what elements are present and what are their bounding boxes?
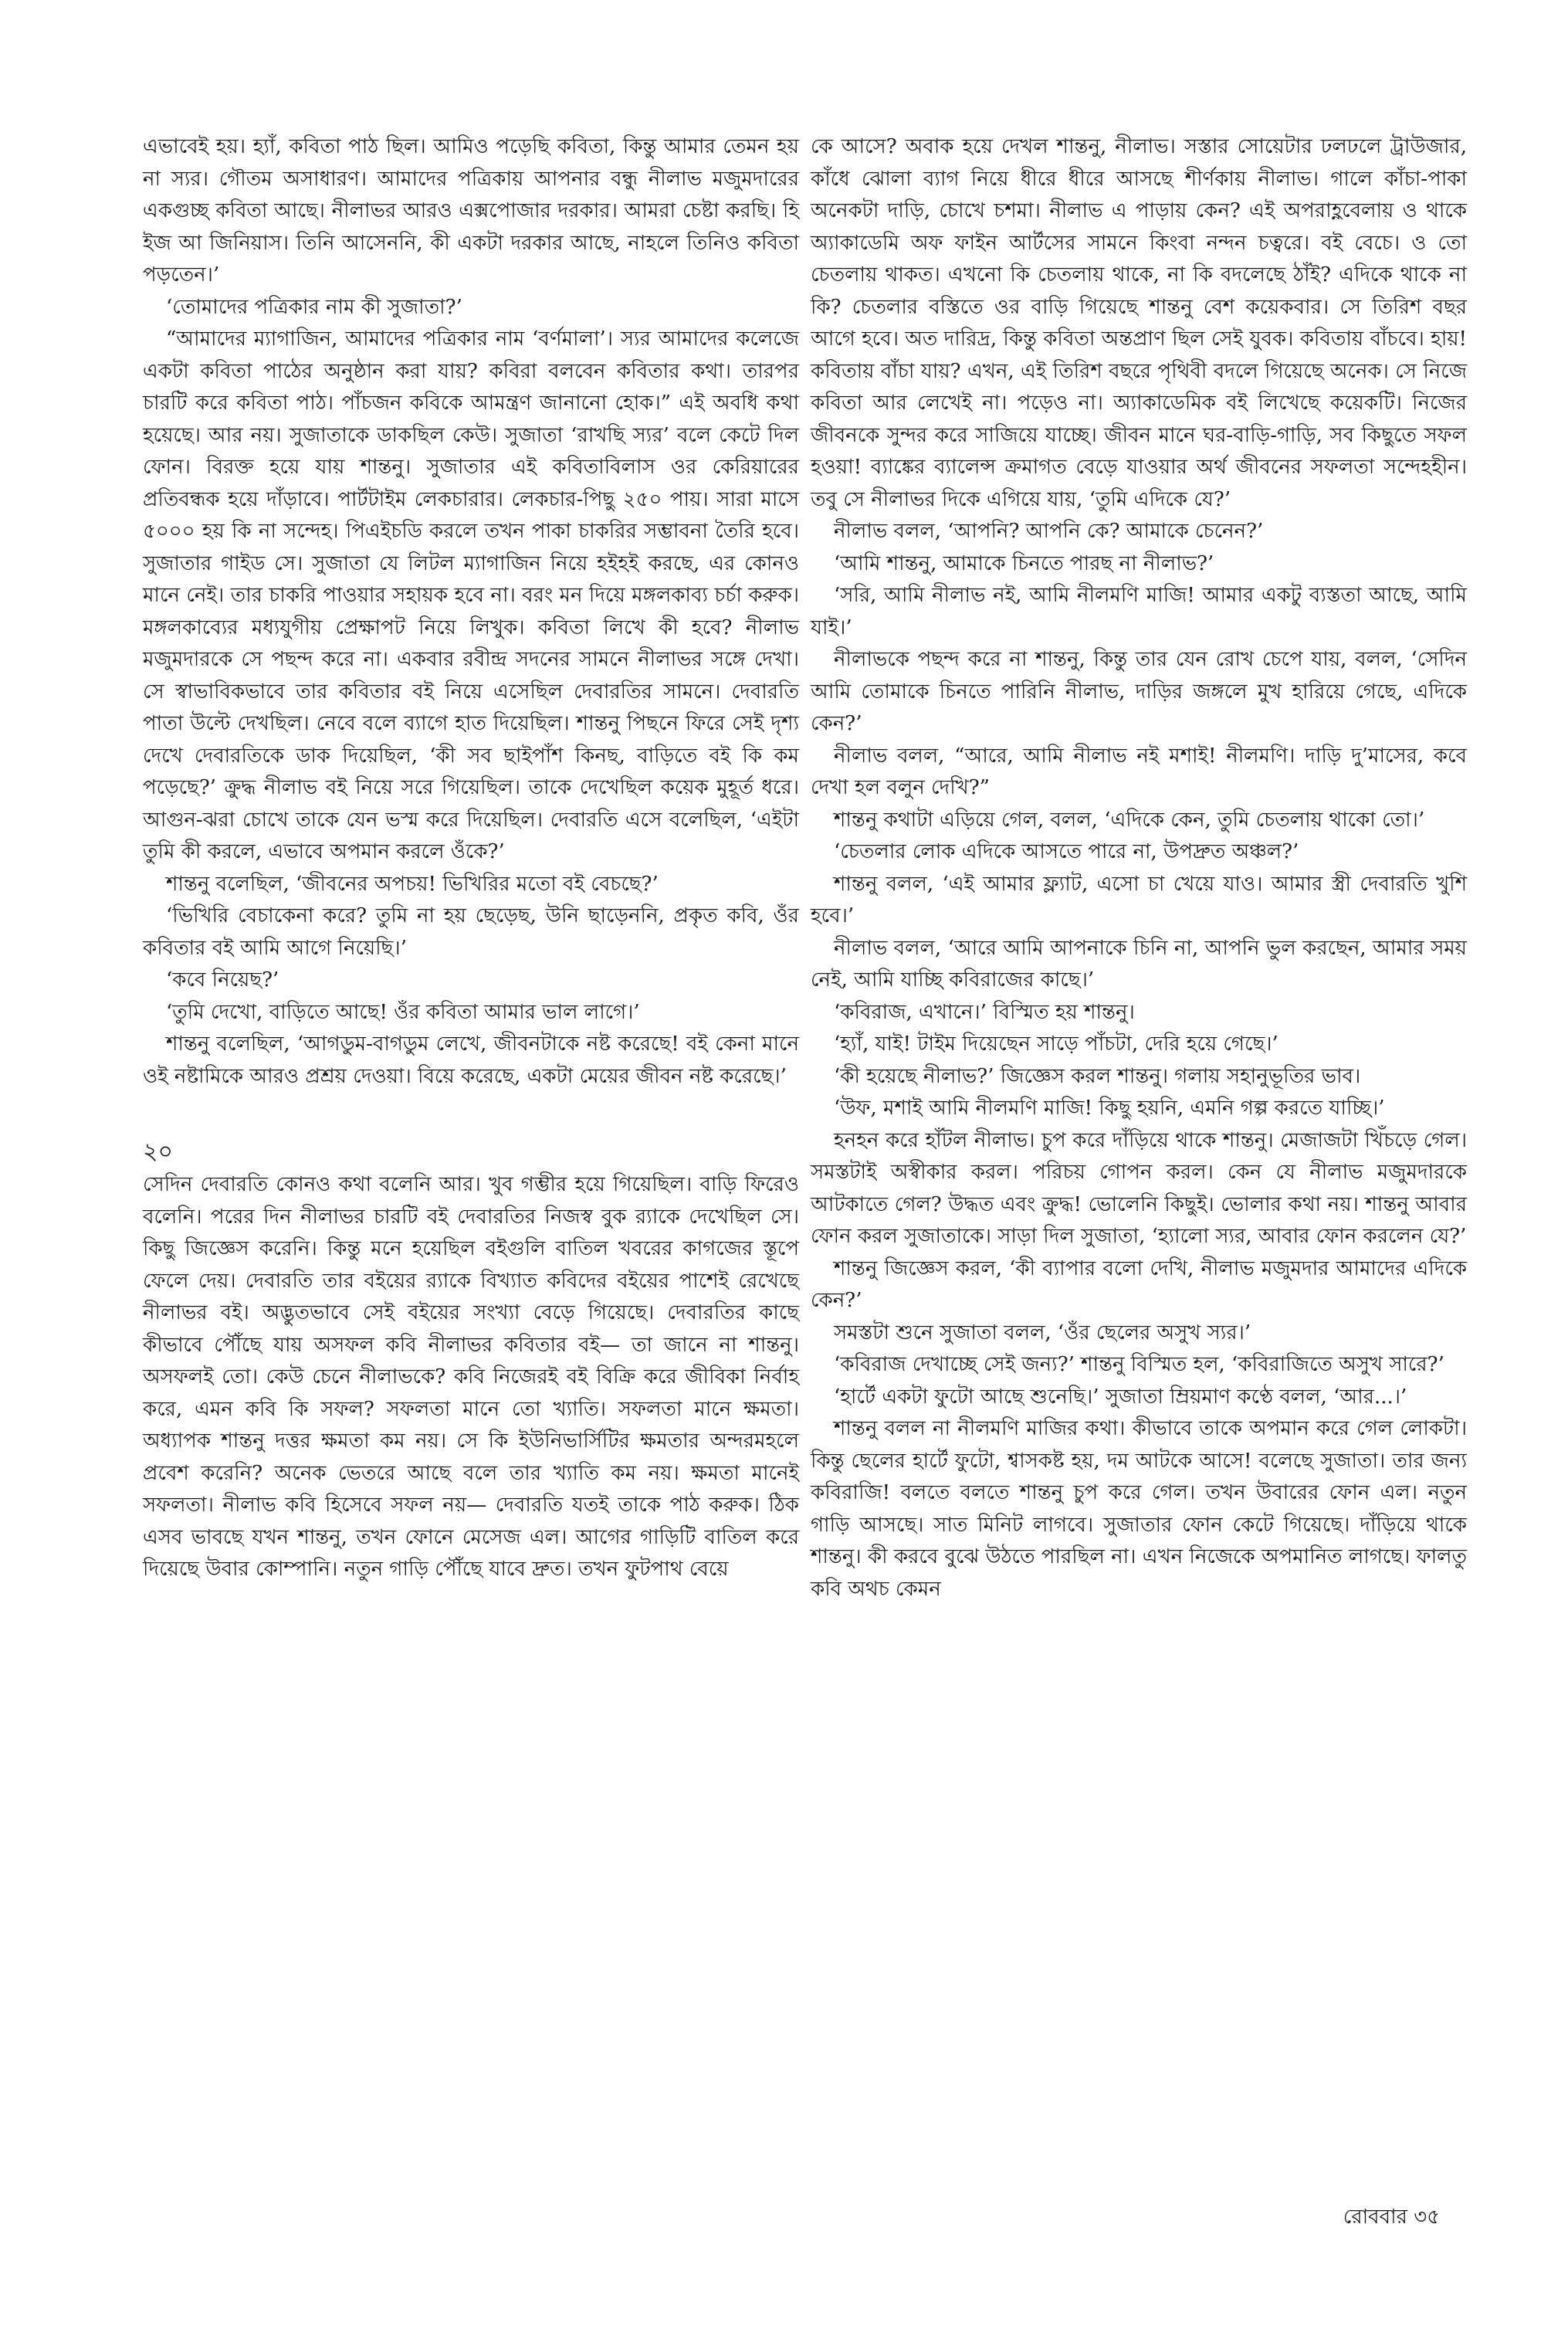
paragraph: ‘চেতলার লোক এদিকে আসতে পারে না, উপদ্রুত অঞ্চল?’ (834, 840, 1299, 863)
paragraph: নীলাভ বলল, ‘আরে আমি আপনাকে চিনি না, আপনি ভুল করছেন, আমার সময় নেই, আমি যাচ্ছি কবিরাজের কাছে।’ (811, 936, 1467, 992)
left-paragraphs-bottom (143, 1169, 799, 1586)
paragraph: ‘তুমি দেখো, বাড়িতে আছে! ওঁর কবিতা আমার ভাল লাগে।’ (166, 1000, 640, 1024)
paragraph: ‘হ্যাঁ, যাই! টাইম দিয়েছেন সাড়ে পাঁচটা, দেরি হয়ে গেছে।’ (834, 1032, 1278, 1056)
left-column (143, 131, 799, 1586)
paragraph: ‘সরি, আমি নীলাভ নই, আমি নীলমণি মাজি! আমার একটু ব্যস্ততা আছে, আমি যাই।’ (811, 584, 1467, 639)
paragraph: নীলাভকে পছন্দ করে না শান্তনু, কিন্তু তার যেন রোখ চেপে যায়, বলল, ‘সেদিন আমি তোমাকে চিনতে পারিনি নীলাভ, দাড়ির জঙ্গলে মুখ হারিয়ে গেছে, এদিকে কেন?’ (811, 648, 1467, 735)
paragraph: ‘ভিখিরি বেচাকেনা করে? তুমি না হয় ছেড়েছ, উনি ছাড়েননি, প্রকৃত কবি, ওঁর কবিতার বই আমি আগে নিয়েছি।’ (143, 904, 799, 960)
paragraph: শান্তনু বলেছিল, ‘আগডুম-বাগডুম লেখে, জীবনটাকে নষ্ট করেছে! বই কেনা মানে ওই নষ্টামিকে আরও প্রশ্রয় দেওয়া। বিয়ে করেছে, একটা মেয়ের জীবন নষ্ট করেছে।’ (143, 1032, 799, 1088)
paragraph: শান্তনু কথাটা এড়িয়ে গেল, বলল, ‘এদিকে কেন, তুমি চেতলায় থাকো তো।’ (834, 808, 1425, 832)
paragraph: হনহন করে হাঁটল নীলাভ। চুপ করে দাঁড়িয়ে থাকে শান্তনু। মেজাজটা খিঁচড়ে গেল। সমস্তটাই অস্বীকার করল। পরিচয় গোপন করল। কেন যে নীলাভ মজুমদারকে আটকাতে গেল? উদ্ধত এবং ক্রুদ্ধ! ভোলেনি কিছুই। ভোলার কথা নয়। শান্তনু আবার ফোন করল সুজাতাকে। সাড়া দিল সুজাতা, ‘হ্যালো স্যর, আবার ফোন করলেন যে?’ (811, 1128, 1467, 1248)
right-column (811, 131, 1467, 1605)
paragraph: কে আসে? অবাক হয়ে দেখল শান্তনু, নীলাভ। সস্তার সোয়েটার ঢলঢলে ট্রাউজার, কাঁধে ঝোলা ব্যাগ নিয়ে ধীরে ধীরে আসছে শীর্ণকায় নীলাভ। গালে কাঁচা-পাকা অনেকটা দাড়ি, চোখে চশমা। নীলাভ এ পাড়ায় কেন? এই অপরাহ্ণবেলায় ও থাকে অ্যাকাডেমি অফ ফাইন আর্টসের সামনে কিংবা নন্দন চত্বরে। বই বেচে। ও তো চেতলায় থাকত। এখনো কি চেতলায় থাকে, না কি বদলেছে ঠাঁই? এদিকে থাকে না কি? চেতলার বস্তিতে ওর বাড়ি গিয়েছে শান্তনু বেশ কয়েকবার। সে তিরিশ বছর আগে হবে। অত দারিদ্র, কিন্তু কবিতা অন্তপ্রাণ ছিল সেই যুবক। কবিতায় বাঁচবে। হায়! কবিতায় বাঁচা যায়? এখন, এই তিরিশ বছরে পৃথিবী বদলে গিয়েছে অনেক। সে নিজে কবিতা আর লেখেই না। পড়েও না। অ্যাকাডেমিক বই লিখেছে কয়েকটি। নিজের জীবনকে সুন্দর করে সাজিয়ে যাচ্ছে। জীবন মানে ঘর-বাড়ি-গাড়ি, সব কিছুতে সফল হওয়া! ব্যাঙ্কের ব্যালেন্স ক্রমাগত বেড়ে যাওয়ার অর্থ জীবনের সফলতা সন্দেহহীন। তবু সে নীলাভর দিকে এগিয়ে যায়, ‘তুমি এদিকে যে?’ (811, 135, 1467, 511)
paragraph: “আমাদের ম্যাগাজিন, আমাদের পত্রিকার নাম ‘বর্ণমালা’। স্যর আমাদের কলেজে একটা কবিতা পাঠের অনুষ্ঠান করা যায়? কবিরা বলবেন কবিতার কথা। তারপর চারটি করে কবিতা পাঠ। পাঁচজন কবিকে আমন্ত্রণ জানানো হোক।” এই অবধি কথা হয়েছে। আর নয়। সুজাতাকে ডাকছিল কেউ। সুজাতা ‘রাখছি স্যর’ বলে কেটে দিল ফোন। বিরক্ত হয়ে যায় শান্তনু। সুজাতার এই কবিতাবিলাস ওর কেরিয়ারের প্রতিবন্ধক হয়ে দাঁড়াবে। পার্টটাইম লেকচারার। লেকচার-পিছু ২৫০ পায়। সারা মাসে ৫০০০ হয় কি না সন্দেহ। পিএইচডি করলে তখন পাকা চাকরির সম্ভাবনা তৈরি হবে। সুজাতার গাইড সে। সুজাতা যে লিটল ম্যাগাজিন নিয়ে হইহই করছে, এর কোনও মানে নেই। তার চাকরি পাওয়ার সহায়ক হবে না। বরং মন দিয়ে মঙ্গলকাব্য চর্চা করুক। মঙ্গলকাব্যের মধ্যযুগীয় প্রেক্ষাপট নিয়ে লিখুক। কবিতা লিখে কী হবে? নীলাভ মজুমদারকে সে পছন্দ করে না। একবার রবীন্দ্র সদনের সামনে নীলাভর সঙ্গে দেখা। সে স্বাভাবিকভাবে তার কবিতার বই নিয়ে এসেছিল দেবারতির সামনে। দেবারতি পাতা উল্টে দেখছিল। নেবে বলে ব্যাগে হাত দিয়েছিল। শান্তনু পিছনে ফিরে সেই দৃশ্য দেখে দেবারতিকে ডাক দিয়েছিল, ‘কী সব ছাইপাঁশ কিনছ, বাড়িতে বই কি কম পড়েছে?’ ক্রুদ্ধ নীলাভ বই নিয়ে সরে গিয়েছিল। তাকে দেখেছিল কয়েক মুহূর্ত ধরে। আগুন-ঝরা চোখে তাকে যেন ভস্ম করে দিয়েছিল। দেবারতি এসে বলেছিল, ‘এইটা তুমি কী করলে, এভাবে অপমান করলে ওঁকে?’ (143, 327, 799, 863)
left-paragraphs-top (143, 131, 799, 1093)
paragraph: নীলাভ বলল, “আরে, আমি নীলাভ নই মশাই! নীলমণি। দাড়ি দু’মাসের, কবে দেখা হল বলুন দেখি?” (811, 744, 1467, 799)
paragraph: ‘তোমাদের পত্রিকার নাম কী সুজাতা?’ (166, 295, 462, 319)
paragraph: শান্তনু জিজ্ঞেস করল, ‘কী ব্যাপার বলো দেখি, নীলাভ মজুমদার আমাদের এদিকে কেন?’ (811, 1256, 1467, 1312)
paragraph: ‘কবিরাজ দেখাচ্ছে সেই জন্য?’ শান্তনু বিস্মিত হল, ‘কবিরাজিতে অসুখ সারে?’ (834, 1353, 1444, 1376)
page-footer: রোববার ৩৫ (1343, 2206, 1440, 2229)
paragraph: শান্তনু বলল না নীলমণি মাজির কথা। কীভাবে তাকে অপমান করে গেল লোকটা। কিন্তু ছেলের হার্টে ফুটো, শ্বাসকষ্ট হয়, দম আটকে আসে! বলেছে সুজাতা। তার জন্য কবিরাজি! বলতে বলতে শান্তনু চুপ করে গেল। তখন উবারের ফোন এল। নতুন গাড়ি আসছে। সাত মিনিট লাগবে। সুজাতার ফোন কেটে গিয়েছে। দাঁড়িয়ে থাকে শান্তনু। কী করবে বুঝে উঠতে পারছিল না। এখন নিজেকে অপমানিত লাগছে। ফালতু কবি অথচ কেমন (811, 1417, 1467, 1601)
paragraph: ‘উফ, মশাই আমি নীলমণি মাজি! কিছু হয়নি, এমনি গল্প করতে যাচ্ছি।’ (834, 1097, 1385, 1120)
paragraph: শান্তনু বলল, ‘এই আমার ফ্ল্যাট, এসো চা খেয়ে যাও। আমার স্ত্রী দেবারতি খুশি হবে।’ (811, 872, 1467, 927)
paragraph: শান্তনু বলেছিল, ‘জীবনের অপচয়! ভিখিরির মতো বই বেচছে?’ (166, 872, 659, 896)
paragraph: ‘কবে নিয়েছ?’ (166, 968, 279, 992)
paragraph: ‘কবিরাজ, এখানে।’ বিস্মিত হয় শান্তনু। (834, 1000, 1135, 1024)
paragraph: এভাবেই হয়। হ্যাঁ, কবিতা পাঠ ছিল। আমিও পড়েছি কবিতা, কিন্তু আমার তেমন হয় না স্যর। গৌতম অসাধারণ। আমাদের পত্রিকায় আপনার বন্ধু নীলাভ মজুমদারের একগুচ্ছ কবিতা আছে। নীলাভর আরও এক্সপোজার দরকার। আমরা চেষ্টা করছি। হি ইজ আ জিনিয়াস। তিনি আসেননি, কী একটা দরকার আছে, নাহলে তিনিও কবিতা পড়তেন।’ (143, 135, 799, 287)
paragraph: ‘আমি শান্তনু, আমাকে চিনতে পারছ না নীলাভ?’ (834, 551, 1214, 575)
paragraph: ‘কী হয়েছে নীলাভ?’ জিজ্ঞেস করল শান্তনু। গলায় সহানুভূতির ভাব। (834, 1064, 1361, 1088)
paragraph: সেদিন দেবারতি কোনও কথা বলেনি আর। খুব গম্ভীর হয়ে গিয়েছিল। বাড়ি ফিরেও বলেনি। পরের দিন নীলাভর চারটি বই দেবারতির নিজস্ব বুক র‍্যাকে দেখেছিল সে। কিছু জিজ্ঞেস করেনি। কিন্তু মনে হয়েছিল বইগুলি বাতিল খবরের কাগজের স্তূপে ফেলে দেয়। দেবারতি তার বইয়ের র‍্যাকে বিখ্যাত কবিদের বইয়ের পাশেই রেখেছে নীলাভর বই। অদ্ভুতভাবে সেই বইয়ের সংখ্যা বেড়ে গিয়েছে। দেবারতির কাছে কীভাবে পৌঁছে যায় অসফল কবি নীলাভর কবিতার বই— তা জানে না শান্তনু। অসফলই তো। কেউ চেনে নীলাভকে? কবি নিজেরই বই বিক্রি করে জীবিকা নির্বাহ করে, এমন কবি কি সফল? সফলতা মানে তো খ্যাতি। সফলতা মানে ক্ষমতা। অধ্যাপক শান্তনু দত্তর ক্ষমতা কম নয়। সে কি ইউনিভার্সিটির ক্ষমতার অন্দরমহলে প্রবেশ করেনি? অনেক ভেতরে আছে বলে তার খ্যাতি কম নয়। ক্ষমতা মানেই সফলতা। নীলাভ কবি হিসেবে সফল নয়— দেবারতি যতই তাকে পাঠ করুক। ঠিক এসব ভাবছে যখন শান্তনু, তখন ফোনে মেসেজ এল। আগের গাড়িটি বাতিল করে দিয়েছে উবার কোম্পানি। নতুন গাড়ি পৌঁছে যাবে দ্রুত। তখন ফুটপাথ বেয়ে (143, 1173, 799, 1581)
paragraph: নীলাভ বলল, ‘আপনি? আপনি কে? আমাকে চেনেন?’ (834, 520, 1264, 543)
paragraph: ‘হার্টে একটা ফুটো আছে শুনেছি।’ সুজাতা ম্রিয়মাণ কণ্ঠে বলল, ‘আর...।’ (834, 1385, 1407, 1409)
right-paragraphs (811, 131, 1467, 1605)
paragraph: সমস্তটা শুনে সুজাতা বলল, ‘ওঁর ছেলের অসুখ স্যর।’ (834, 1321, 1251, 1344)
section-number: ২০ (143, 1138, 174, 1165)
